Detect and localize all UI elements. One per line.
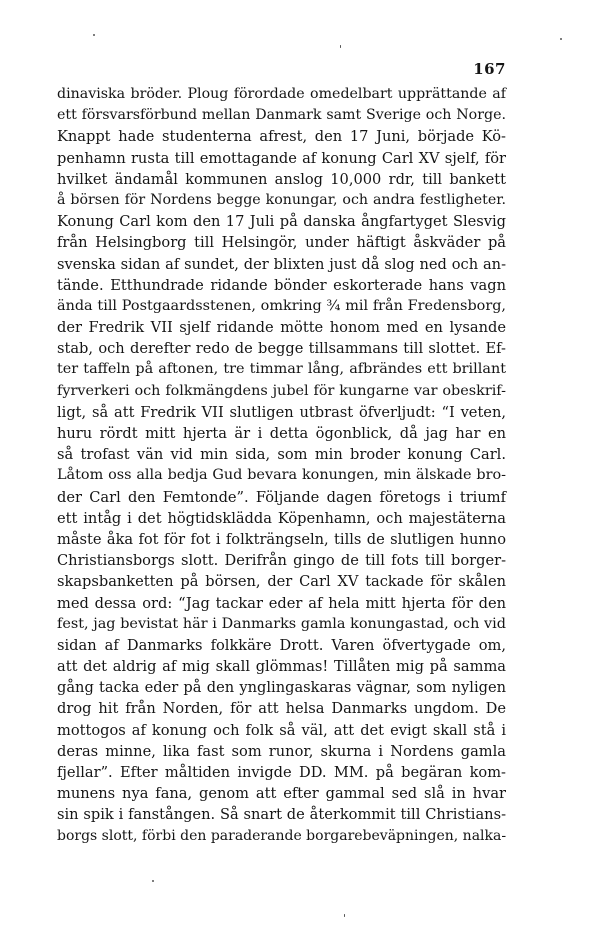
- paper-speck: [152, 880, 154, 882]
- paper-speck: [344, 914, 345, 917]
- text-line: Låtom oss alla bedja Gud bevara konungen, min älskade bro-: [57, 467, 506, 484]
- text-line: Konung Carl kom den 17 Juli på danska ångfartyget Slesvig: [57, 213, 506, 231]
- text-line: deras minne, lika fast som runor, skurna i Nordens gamla: [57, 742, 506, 760]
- text-line: hvilket ändamål kommunen anslog 10,000 rdr, till bankett: [57, 170, 506, 188]
- text-line: gång tacka eder på den ynglingaskaras vägnar, som nyligen: [57, 679, 506, 697]
- text-line: ter taffeln på aftonen, tre timmar lång, afbrändes ett brillant: [57, 361, 506, 378]
- text-line: ett intåg i det högtidsklädda Köpenhamn, och majestäterna: [57, 509, 506, 527]
- text-line: fyrverkeri och folkmängdens jubel för kungarne var obeskrif-: [57, 382, 506, 399]
- text-line: fjellar”. Efter måltiden invigde DD. MM. på begäran kom-: [57, 764, 506, 781]
- text-line: stab, och derefter redo de begge tillsammans till slottet. Ef-: [57, 340, 506, 358]
- text-line: der Fredrik VII sjelf ridande mötte honom med en lysande: [57, 319, 506, 337]
- text-line: huru rördt mitt hjerta är i detta ögonblick, då jag har en: [57, 425, 506, 442]
- text-line: sidan af Danmarks folkkäre Drott. Varen öfvertygade om,: [57, 636, 506, 654]
- text-line: å börsen för Nordens begge konungar, och andra festligheter.: [57, 191, 506, 208]
- text-line: från Helsingborg till Helsingör, under häftigt åskväder på: [57, 234, 506, 252]
- text-line: måste åka fot för fot i folkträngseln, tills de slutligen hunno: [57, 530, 506, 548]
- text-line: sin spik i fanstången. Så snart de återkommit till Christians-: [57, 806, 506, 824]
- paper-speck: [93, 34, 95, 36]
- text-line: borgs slott, förbi den paraderande borgarebeväpningen, nalka-: [57, 827, 507, 844]
- body-text: [57, 84, 506, 847]
- text-line: ligt, så att Fredrik VII slutligen utbrast öfverljudt: “I veten,: [57, 403, 506, 421]
- text-line: mottogos af konung och folk så väl, att det evigt skall stå i: [57, 721, 506, 739]
- paper-speck: [560, 38, 562, 40]
- text-line: dinaviska bröder. Ploug förordade omedelbart upprättande af: [57, 86, 506, 102]
- paper-speck: [340, 45, 341, 48]
- text-line: att det aldrig af mig skall glömmas! Tillåten mig på samma: [57, 658, 506, 676]
- text-line: Knappt hade studenterna afrest, den 17 Juni, började Kö-: [57, 128, 506, 146]
- text-line: Christiansborgs slott. Derifrån gingo de till fots till borger-: [57, 552, 506, 570]
- text-line: med dessa ord: “Jag tackar eder af hela mitt hjerta för den: [57, 594, 506, 612]
- text-line: penhamn rusta till emottagande af konung Carl XV sjelf, för: [57, 149, 506, 167]
- text-line: skapsbanketten på börsen, der Carl XV tackade för skålen: [57, 573, 506, 591]
- text-line: munens nya fana, genom att efter gammal sed slå in hvar: [57, 785, 506, 803]
- text-line: ett försvarsförbund mellan Danmark samt Sverige och Norge.: [57, 107, 506, 124]
- page-number: 167: [473, 60, 506, 78]
- text-line: der Carl den Femtonde”. Följande dagen företogs i triumf: [57, 488, 506, 506]
- text-line: tände. Etthundrade ridande bönder eskorterade hans vagn: [57, 276, 506, 294]
- text-line: fest, jag bevistat här i Danmarks gamla konungastad, och vid: [57, 615, 506, 632]
- text-line: ända till Postgaardsstenen, omkring ¾ mil från Fredensborg,: [57, 297, 506, 314]
- text-line: svenska sidan af sundet, der blixten just då slog ned och an-: [57, 255, 506, 273]
- text-line: drog hit från Norden, för att helsa Danmarks ungdom. De: [57, 700, 506, 718]
- text-line: så trofast vän vid min sida, som min broder konung Carl.: [57, 446, 506, 464]
